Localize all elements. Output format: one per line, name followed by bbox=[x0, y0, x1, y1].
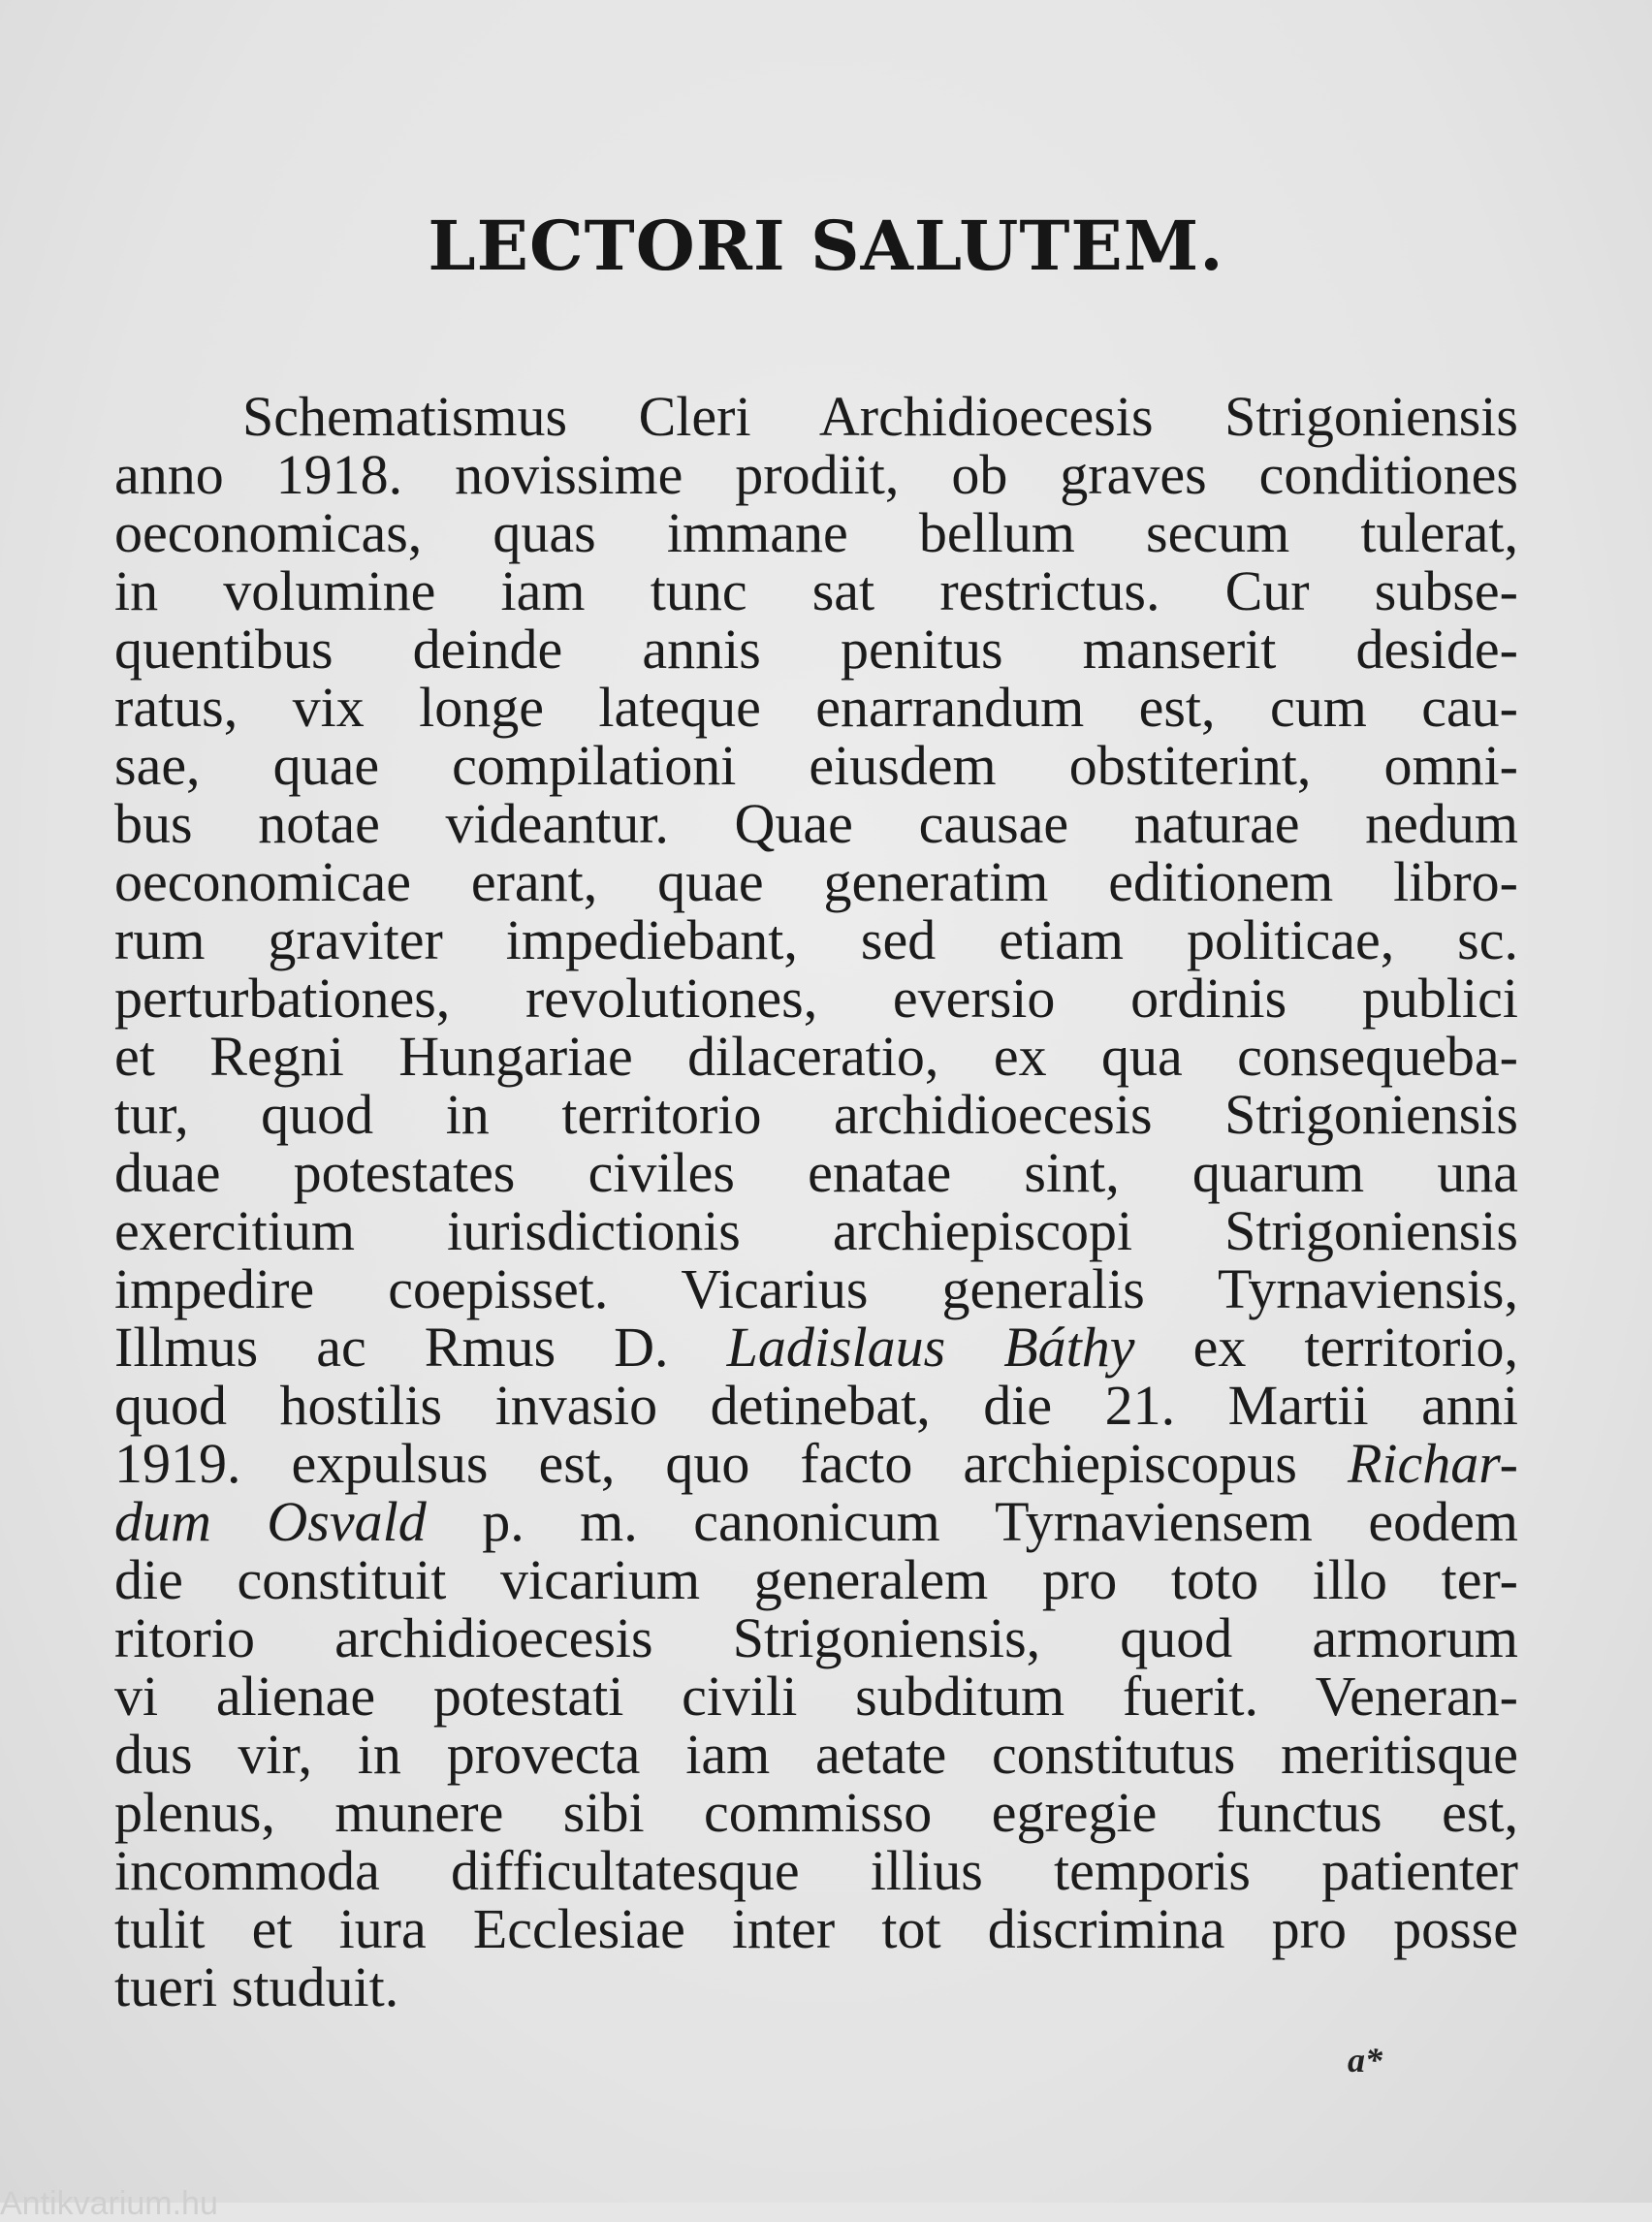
text-line: tur, quod in territorio archidioecesis Strigoniensis bbox=[114, 1083, 1518, 1146]
person-name-italic: dum Osvald bbox=[114, 1490, 427, 1553]
text-line: oeconomicae erant, quae generatim editionem libro- bbox=[114, 850, 1518, 913]
text-line: die constituit vicarium generalem pro toto illo ter- bbox=[114, 1548, 1518, 1611]
text-segment: Illmus ac Rmus D. bbox=[114, 1316, 727, 1379]
text-line: et Regni Hungariae dilaceratio, ex qua consequeba- bbox=[114, 1025, 1518, 1088]
text-line-with-name bbox=[114, 1490, 1518, 1553]
body-paragraph bbox=[114, 385, 1518, 2018]
text-line: impedire coepisset. Vicarius generalis Tyrnaviensis, bbox=[114, 1257, 1518, 1320]
text-line: vi alienae potestati civili subditum fuerit. Veneran- bbox=[114, 1665, 1518, 1728]
text-line: Schematismus Cleri Archidioecesis Strigoniensis bbox=[242, 385, 1518, 448]
text-line: exercitium iurisdictionis archiepiscopi Strigoniensis bbox=[114, 1199, 1518, 1262]
text-segment: ex territorio, bbox=[1134, 1316, 1518, 1379]
text-line: duae potestates civiles enatae sint, quarum una bbox=[114, 1141, 1518, 1204]
text-line: quod hostilis invasio detinebat, die 21. Martii anni bbox=[114, 1374, 1518, 1437]
text-line: in volumine iam tunc sat restrictus. Cur subse- bbox=[114, 559, 1518, 622]
text-segment: 1919. expulsus est, quo facto archiepiscopus bbox=[114, 1432, 1348, 1495]
text-segment: p. m. canonicum Tyrnaviensem eodem bbox=[426, 1490, 1518, 1553]
text-line: oeconomicas, quas immane bellum secum tulerat, bbox=[114, 501, 1518, 564]
text-line: incommoda difficultatesque illius temporis patienter bbox=[114, 1839, 1518, 1902]
text-line: perturbationes, revolutiones, eversio ordinis publici bbox=[114, 967, 1518, 1030]
text-line: dus vir, in provecta iam aetate constitutus meritisque bbox=[114, 1723, 1518, 1786]
text-line: sae, quae compilationi eiusdem obstiterint, omni- bbox=[114, 734, 1518, 797]
text-line: tulit et iura Ecclesiae inter tot discrimina pro posse bbox=[114, 1897, 1518, 1960]
person-name-italic: Richar- bbox=[1347, 1432, 1518, 1495]
text-line: rum graviter impediebant, sed etiam politicae, sc. bbox=[114, 908, 1518, 971]
text-line: anno 1918. novissime prodiit, ob graves conditiones bbox=[114, 443, 1518, 506]
text-line-with-name bbox=[114, 1432, 1518, 1495]
page-title: LECTORI SALUTEM. bbox=[428, 206, 1224, 286]
text-line: quentibus deinde annis penitus manserit deside- bbox=[114, 618, 1518, 681]
text-line-final: tueri studuit. bbox=[114, 1955, 399, 2018]
person-name-italic: Ladislaus Báthy bbox=[726, 1316, 1135, 1379]
watermark: Antikvarium.hu bbox=[0, 2185, 218, 2222]
text-line-with-name bbox=[114, 1318, 1518, 1377]
text-line: ratus, vix longe lateque enarrandum est, cum cau- bbox=[114, 676, 1518, 739]
text-line: ritorio archidioecesis Strigoniensis, quod armorum bbox=[114, 1606, 1518, 1669]
text-line: bus notae videantur. Quae causae naturae nedum bbox=[114, 792, 1518, 855]
signature-mark: a* bbox=[1348, 2041, 1382, 2079]
text-line: plenus, munere sibi commisso egregie functus est, bbox=[114, 1781, 1518, 1844]
